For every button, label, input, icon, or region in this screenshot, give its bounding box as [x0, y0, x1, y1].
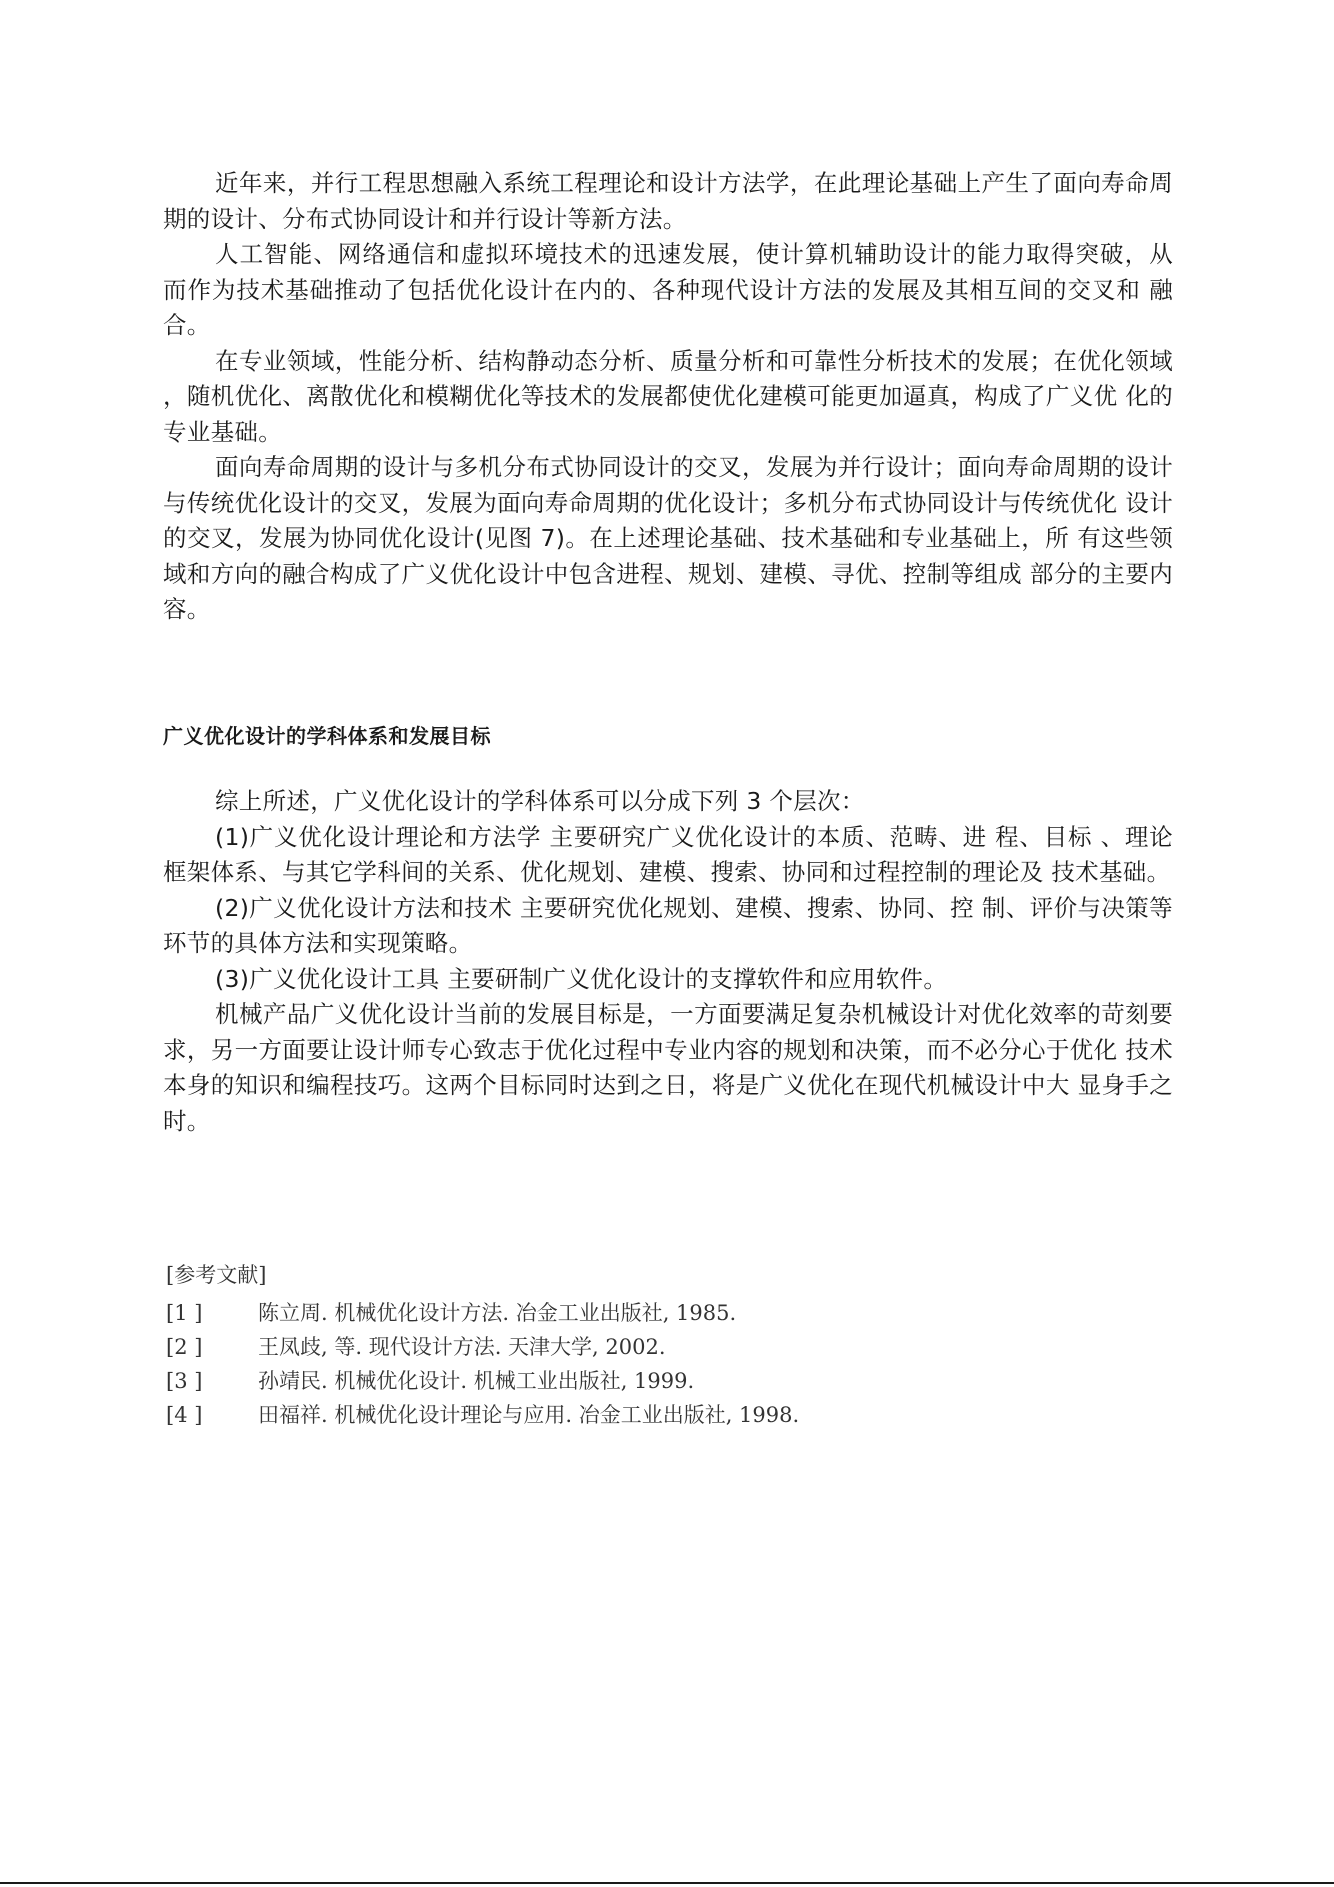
- intro-paragraph: 在专业领域，性能分析、结构静动态分析、质量分析和可靠性分析技术的发展；在优化领域 ，随机优化、离散优化和模糊优化等技术的发展都使优化建模可能更加逼真，构成了广义优 化的专业基础。: [163, 346, 1173, 446]
- intro-paragraph: 近年来，并行工程思想融入系统工程理论和设计方法学，在此理论基础上产生了面向寿命周 期的设计、分布式协同设计和并行设计等新方法。: [163, 169, 1173, 233]
- reference-text: 陈立周. 机械优化设计方法. 冶金工业出版社, 1985.: [258, 1301, 737, 1325]
- reference-item: [166, 1364, 1066, 1398]
- reference-number: [1 ]: [166, 1301, 203, 1325]
- reference-number: [4 ]: [166, 1403, 203, 1427]
- references-section: [166, 1258, 1066, 1432]
- intro-paragraph: 面向寿命周期的设计与多机分布式协同设计的交叉，发展为并行设计；面向寿命周期的设计 与传统优化设计的交叉，发展为面向寿命周期的优化设计；多机分布式协同设计与传统优化 设计的交叉，发展为协同优化设计(见图 7)。在上述理论基础、技术基础和专业基础上，所 有这些领域和方向的融合构成了广义优化设计中包含进程、规划、建模、寻优、控制等组成 部分的主要内容。: [163, 453, 1173, 623]
- section-heading: 广义优化设计的学科体系和发展目标: [163, 724, 491, 748]
- body-paragraph: (2)广义优化设计方法和技术 主要研究优化规划、建模、搜索、协同、控 制、评价与决策等环节的具体方法和实现策略。: [163, 893, 1173, 957]
- reference-number: [3 ]: [166, 1369, 203, 1393]
- reference-text: 孙靖民. 机械优化设计. 机械工业出版社, 1999.: [258, 1369, 695, 1393]
- reference-item: [166, 1398, 1066, 1432]
- reference-item: [166, 1330, 1066, 1364]
- section-body: [163, 784, 1173, 1139]
- body-paragraph: (3)广义优化设计工具 主要研制广义优化设计的支撑软件和应用软件。: [215, 964, 948, 993]
- intro-section: [163, 166, 1173, 628]
- body-paragraph: 综上所述，广义优化设计的学科体系可以分成下列 3 个层次：: [215, 787, 865, 815]
- intro-paragraph: 人工智能、网络通信和虚拟环境技术的迅速发展，使计算机辅助设计的能力取得突破，从 而作为技术基础推动了包括优化设计在内的、各种现代设计方法的发展及其相互间的交叉和 融合。: [163, 240, 1173, 339]
- reference-text: 田福祥. 机械优化设计理论与应用. 冶金工业出版社, 1998.: [258, 1403, 800, 1427]
- reference-number: [2 ]: [166, 1335, 203, 1359]
- body-paragraph: 机械产品广义优化设计当前的发展目标是，一方面要满足复杂机械设计对优化效率的苛刻要求，另一方面要让设计师专心致志于优化过程中专业内容的规划和决策，而不必分心于优化 技术本身的知识和编程技巧。这两个目标同时达到之日，将是广义优化在现代机械设计中大 显身手之时。: [163, 1000, 1173, 1135]
- reference-item: [166, 1296, 1066, 1330]
- references-title: [参考文献]: [166, 1263, 267, 1287]
- reference-text: 王凤歧, 等. 现代设计方法. 天津大学, 2002.: [258, 1335, 666, 1359]
- body-paragraph: (1)广义优化设计理论和方法学 主要研究广义优化设计的本质、范畴、进 程、目标 、理论框架体系、与其它学科间的关系、优化规划、建模、搜索、协同和过程控制的理论及 技术基础。: [163, 822, 1173, 886]
- page-bottom-rule: [0, 1882, 1334, 1884]
